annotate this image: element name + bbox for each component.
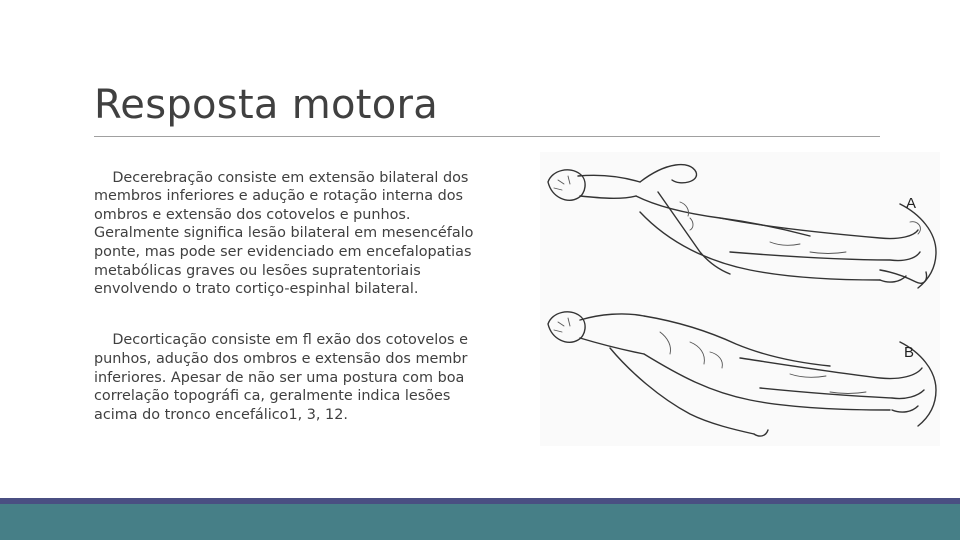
text-line: Geralmente significa lesão bilateral em mesencéfalo [94,225,474,242]
footer-band [0,504,960,540]
text-line: envolvendo o trato cortiço-espinhal bilateral. [94,281,419,298]
text-line: punhos, adução dos ombros e extensão dos membr [94,350,468,367]
posture-illustration [540,152,940,446]
paragraph-decerebration [94,150,514,299]
title-underline [94,136,880,137]
label-a: A [906,195,917,212]
decorticate-figure [548,312,936,436]
text-line: inferiores. Apesar de não ser uma postura com boa [94,369,465,386]
decerebrate-figure [548,165,936,288]
text-line: Decerebração consiste em extensão bilateral dos [112,169,469,186]
text-line: correlação topográfi ca, geralmente indica lesões [94,388,451,405]
body-text [94,150,514,450]
slide-title: Resposta motora [94,82,439,128]
text-line: membros inferiores e adução e rotação interna dos [94,188,464,205]
text-line: acima do tronco encefálico1, 3, 12. [94,406,348,423]
text-line: ombros e extensão dos cotovelos e punhos. [94,206,411,223]
paragraph-decortication [94,313,514,425]
text-line: metabólicas graves ou lesões supratentoriais [94,262,421,279]
text-line: Decorticação consiste em fl exão dos cotovelos e [112,332,468,349]
label-b: B [904,344,915,361]
text-line: ponte, mas pode ser evidenciado em encefalopatias [94,243,472,260]
